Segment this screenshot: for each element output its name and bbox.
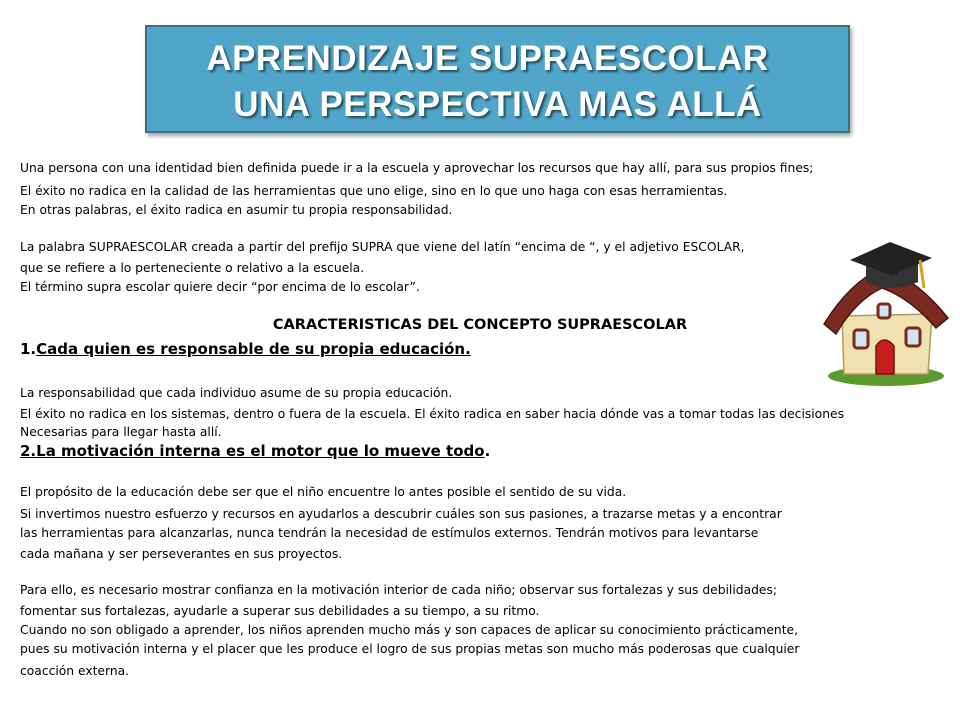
item-1-number: 1. — [20, 340, 37, 358]
paragraph-5-line-4: pues su motivación interna y el placer que les produce el logro de sus propias metas son mucho más poderosas que cualquier — [20, 642, 800, 656]
paragraph-1-line-2: El éxito no radica en la calidad de las herramientas que uno elige, sino en lo que uno haga con esas herramientas. — [20, 184, 728, 198]
house-window-right — [906, 328, 920, 346]
paragraph-4-line-3: las herramientas para alcanzarlas, nunca tendrán la necesidad de estímulos externos. Tendrán motivos para levantarse — [20, 526, 759, 540]
paragraph-4-line-1: El propósito de la educación debe ser que el niño encuentre lo antes posible el sentido de su vida. — [20, 485, 627, 499]
paragraph-3-line-2: El éxito no radica en los sistemas, dentro o fuera de la escuela. El éxito radica en saber hacia dónde vas a tomar todas las decisiones — [20, 407, 844, 421]
title-line-2: UNA PERSPECTIVA MAS ALLÁ — [233, 85, 762, 124]
item-2-heading — [20, 442, 490, 460]
item-1-heading — [20, 340, 471, 358]
item-2-text: 2.La motivación interna es el motor que lo mueve todo — [20, 442, 485, 460]
paragraph-5-line-3: Cuando no son obligado a aprender, los niños aprenden mucho más y son capaces de aplicar su conocimiento prácticamente, — [20, 623, 798, 637]
paragraph-1-line-3: En otras palabras, el éxito radica en asumir tu propia responsabilidad. — [20, 203, 453, 217]
paragraph-2-line-1: La palabra SUPRAESCOLAR creada a partir del prefijo SUPRA que viene del latín “encima de “, y el adjetivo ESCOLAR, — [20, 240, 745, 254]
title-banner — [145, 25, 850, 133]
paragraph-5-line-1: Para ello, es necesario mostrar confianza en la motivación interior de cada niño; observar sus fortalezas y sus debilidades; — [20, 583, 778, 597]
paragraph-3-line-1: La responsabilidad que cada individuo asume de su propia educación. — [20, 386, 453, 400]
paragraph-5-line-5: coacción externa. — [20, 664, 130, 678]
paragraph-2-line-2: que se refiere a lo perteneciente o relativo a la escuela. — [20, 261, 365, 275]
house-door — [876, 340, 894, 374]
paragraph-5-line-2: fomentar sus fortalezas, ayudarle a superar sus debilidades a su tiempo, a su ritmo. — [20, 604, 540, 618]
house-window-top — [878, 304, 890, 318]
school-house-graduation-cap-icon — [820, 238, 955, 388]
paragraph-4-line-4: cada mañana y ser perseverantes en sus proyectos. — [20, 547, 343, 561]
paragraph-4-line-2: Si invertimos nuestro esfuerzo y recursos en ayudarlos a descubrir cuáles son sus pasiones, a trazarse metas y a encontrar — [20, 507, 782, 521]
item-2-period: . — [484, 442, 491, 460]
section-heading: CARACTERISTICAS DEL CONCEPTO SUPRAESCOLAR — [272, 317, 688, 333]
graduation-cap-tassel — [920, 260, 924, 288]
house-window-left — [854, 330, 868, 348]
paragraph-2-line-3: El término supra escolar quiere decir “por encima de lo escolar”. — [20, 280, 420, 294]
item-1-text: Cada quien es responsable de su propia educación. — [36, 340, 471, 358]
title-line-1: APRENDIZAJE SUPRAESCOLAR — [206, 39, 769, 78]
graduation-cap-board — [850, 242, 932, 276]
paragraph-3-line-3: Necesarias para llegar hasta allí. — [20, 425, 222, 439]
paragraph-1-line-1: Una persona con una identidad bien definida puede ir a la escuela y aprovechar los recursos que hay allí, para sus propios fines; — [20, 161, 814, 175]
